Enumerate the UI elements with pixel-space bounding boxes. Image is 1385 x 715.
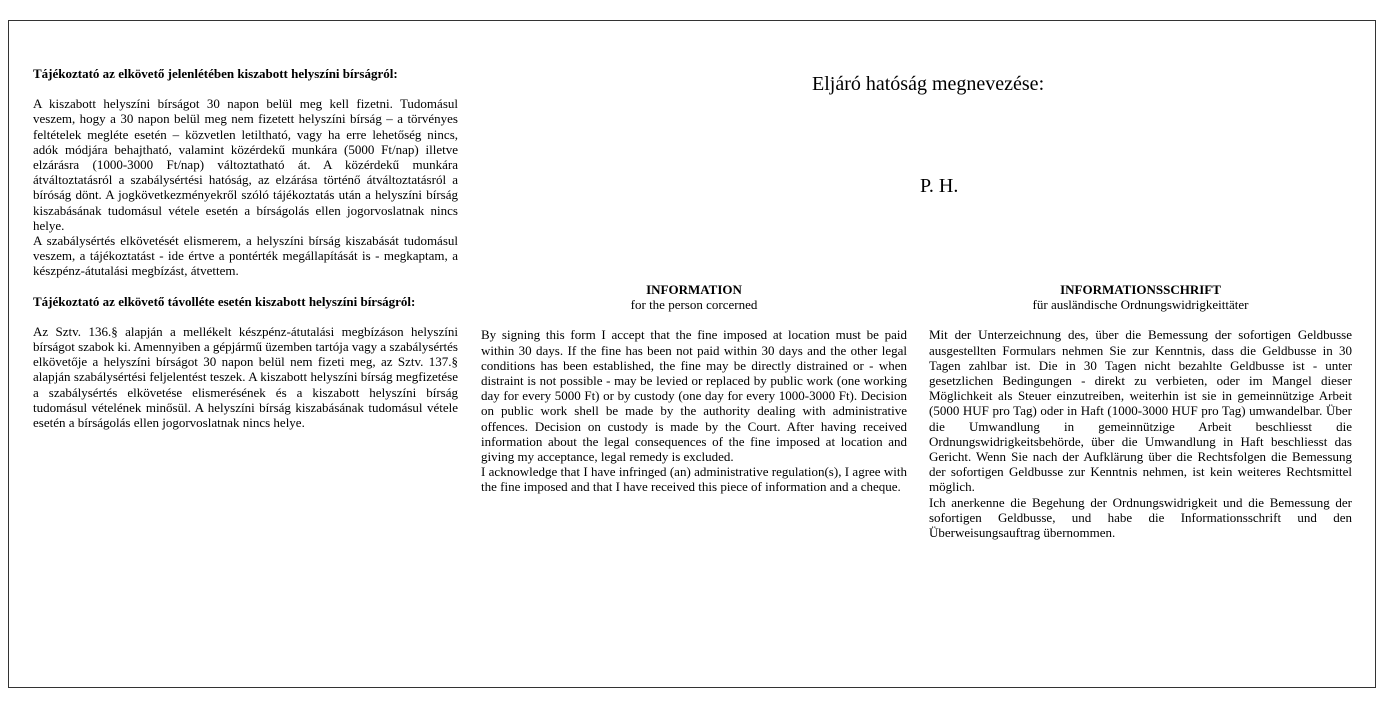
spacer (33, 279, 458, 294)
english-subtitle: for the person corcerned (630, 297, 758, 313)
german-subtitle: für ausländische Ordnungswidrigkeittäter (1032, 297, 1249, 313)
english-body-2: I acknowledge that I have infringed (an) administrative regulation(s), I agree with the fine imposed and that I have received this piece of information and a cheque. (481, 464, 907, 495)
german-column (929, 282, 1352, 540)
german-body-2: Ich anerkenne die Begehung der Ordnungswidrigkeit und die Bemessung der sofortigen Geldbusse, und habe die Informationsschrift und den Überweisungsauftrag übernommen. (929, 494, 1352, 541)
hungarian-column (33, 66, 458, 430)
german-title: INFORMATIONSSCHRIFT (1060, 282, 1221, 297)
spacer (33, 81, 458, 96)
present-body-1: A kiszabott helyszíni bírságot 30 napon belül meg kell fizetni. Tudomásul veszem, hogy a 30 napon belül meg nem fizetett helyszíni bírság – a törvényes feltételek megléte esetén – közvetlen letiltható, vagy ha erre lehetőség nincs, adók módjára behajtható, valamint közérdekű munkára (5000 Ft/nap) illetve elzárásra (1000-3000 Ft/nap) változtatható át. A közérdekű munkára átváltoztatásról a szabálysértési hatóság, az elzárása történő átváltoztatásról a bíróság dönt. A jogkövetkezményekről szóló tájékoztatás után a helyszíni bírság kiszabásának tudomásul vétele esetén a bírságolás ellen jogorvoslatnak nincs helye. (33, 96, 458, 233)
english-body-1: By signing this form I accept that the fine imposed at location must be paid within 30 days. If the fine has been not paid within 30 days and the other legal conditions has been established, the fine may be directly distrained or - when distraint is not possible - may be levied or replaced by public work (one working day for every 5000 Ft) or by custody (one day for every 1000-3000 Ft). Decision on public work shell be made by the authority dealing with administrative offences. Decision on custody is made by the Court. After having received information about the legal consequences of the fine imposed at location and giving my acceptance, legal remedy is excluded. (481, 327, 907, 465)
absent-heading: Tájékoztató az elkövető távolléte esetén kiszabott helyszíni bírságról: (33, 293, 416, 309)
spacer (481, 312, 907, 327)
absent-body: Az Sztv. 136.§ alapján a mellékelt készpénz-átutalási megbízáson helyszíni bírságot szabok ki. Amennyiben a gépjármű üzemben tartója vagy a szabálysértés elkövetője a helyszíni bírságot 30 napon belül nem fizeti meg, az Sztv. 137.§ alapján szabálysértési feljelentést teszek. A kiszabott helyszíni bírság megfizetése a szabálysértés elkövetése elismerésének és a kiszabott helyszíni bírság tudomásul vételének minősül. A helyszíni bírság kiszabásának tudomásul vétele esetén a bírságolás ellen jogorvoslatnak nincs helye. (33, 323, 458, 431)
authority-label: Eljáró hatóság megnevezése: (812, 73, 1045, 95)
german-body-1: Mit der Unterzeichnung des, über die Bemessung der sofortigen Geldbusse ausgestellten Formulars nehmen Sie zur Kenntnis, dass die Geldbusse in 30 Tagen zahlbar ist. Die in 30 Tagen nicht bezahlte Geldbusse ist - unter gesetzlichen Bedingungen - direkt zu verbieten, oder im Mangel dieser Möglichkeit als Steuer einzutreiben, weiterhin ist sie in gemeinnützige Arbeit (5000 HUF pro Tag) oder in Haft (1000-3000 HUF pro Tag) umwandelbar. Über die Umwandlung in gemeinnützige Arbeit beschliesst die Ordnungswidrigkeitsbehörde, über die Umwandlung in Haft beschliesst das Gericht. Wenn Sie nach der Aufklärung über die Rechtsfolgen die Bemessung der sofortigen Geldbusse zur Kenntnis nehmen, ist kein weiteres Rechtsmittel möglich. (929, 327, 1352, 495)
stamp-label: P. H. (920, 175, 959, 197)
present-body-2: A szabálysértés elkövetését elismerem, a helyszíni bírság kiszabását tudomásul veszem, a tájékoztatást - ide értve a pontérték megállapítását is - megkaptam, a készpénz-átutalási megbízást, átvettem. (33, 233, 458, 279)
english-title: INFORMATION (646, 282, 742, 297)
english-column (481, 282, 907, 495)
spacer (33, 309, 458, 324)
present-heading: Tájékoztató az elkövető jelenlétében kiszabott helyszíni bírságról: (33, 66, 398, 81)
spacer (929, 312, 1352, 327)
